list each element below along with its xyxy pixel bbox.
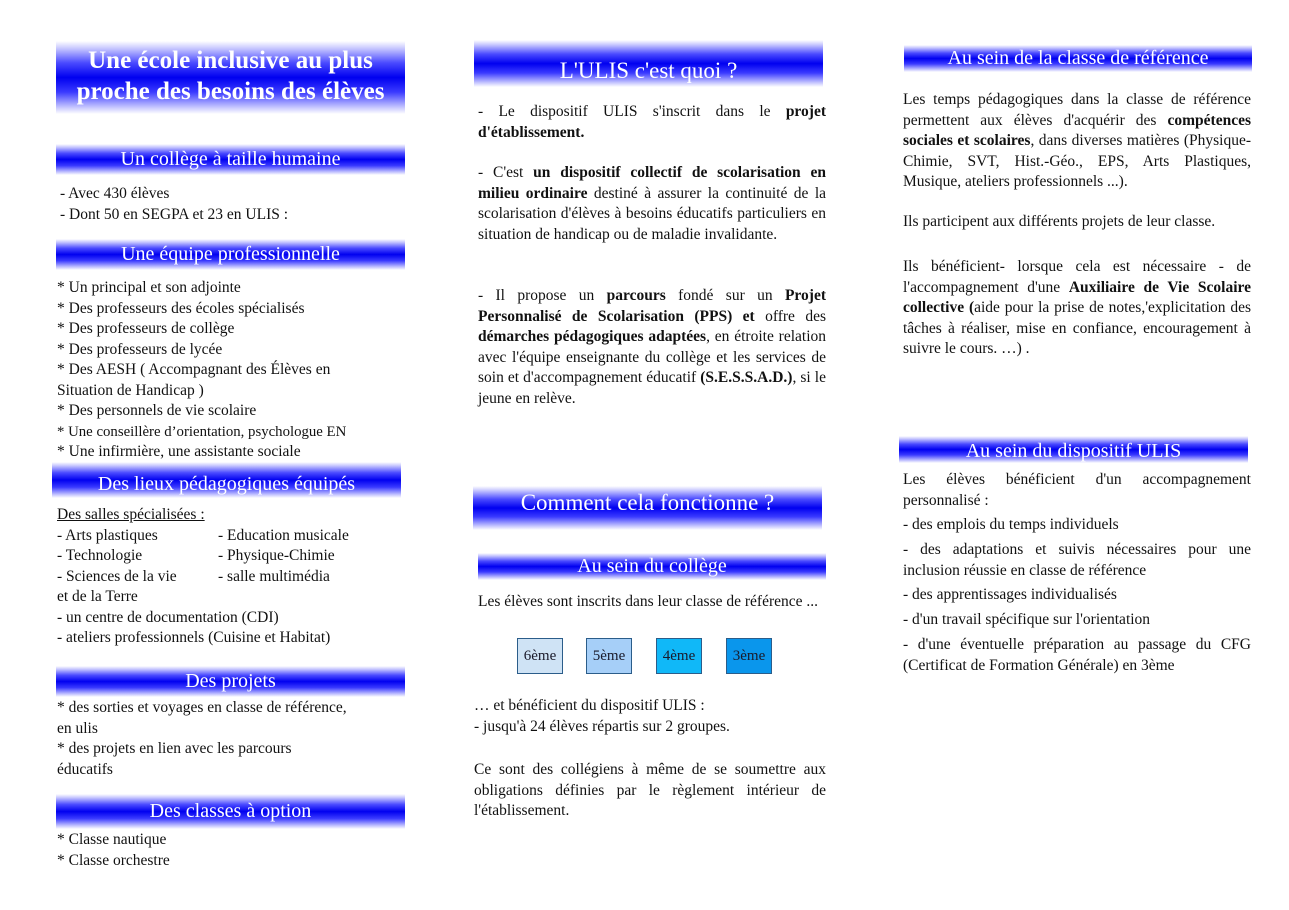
text-bold: projet d'établissement. xyxy=(478,103,826,141)
inscrits-text: Les élèves sont inscrits dans leur classe de référence ... xyxy=(478,593,819,610)
list-item: - Arts plastiques xyxy=(57,526,158,544)
grade-5eme: 5ème xyxy=(586,638,632,674)
list-item: * Une infirmière, une assistante sociale xyxy=(57,443,301,460)
list-item: en ulis xyxy=(57,719,98,737)
text-fragment: fondé sur un xyxy=(665,287,785,304)
list-item: Situation de Handicap ) xyxy=(57,381,204,399)
college-list xyxy=(60,184,405,225)
heading-equipe: Une équipe professionnelle xyxy=(56,239,405,270)
text-fragment: , si le jeune en relève. xyxy=(478,369,826,407)
text-fragment: - C'est xyxy=(478,164,534,181)
text-fragment: Ils bénéficient- lorsque cela est nécessaire - de l'accompagnement d'une xyxy=(903,258,1251,296)
ulis-intro: Les élèves bénéficient d'un accompagnement personnalisé : xyxy=(903,471,1251,509)
jusqua-text: - jusqu'à 24 élèves répartis sur 2 groupes. xyxy=(474,717,730,735)
text-fragment: destiné à assurer la continuité de la scolarisation d'élèves à besoins éducatifs particuliers en situation de handicap ou de maladie invalidante. xyxy=(478,184,827,243)
text-bold: parcours xyxy=(606,287,666,304)
text-bold: Auxiliaire de Vie Scolaire collective ( xyxy=(903,278,1251,316)
grade-3eme: 3ème xyxy=(726,638,772,674)
heading-college: Un collège à taille humaine xyxy=(56,144,405,175)
collegiens-text: Ce sont des collégiens à même de se soumettre aux obligations définies par le règlement intérieur de l'établissement. xyxy=(474,761,826,819)
beneficient-text: … et bénéficient du dispositif ULIS : xyxy=(474,697,705,714)
list-item: * Des professeurs de lycée xyxy=(57,340,223,358)
text-fragment: , dans diverses matières (Physique-Chimie, SVT, Hist.-Géo., EPS, Arts Plastiques, Musique, ateliers professionnels ...). xyxy=(903,132,1252,190)
list-item: * Une conseillère d’orientation, psychologue EN xyxy=(57,423,347,440)
heading-fonctionne: Comment cela fonctionne ? xyxy=(473,486,822,530)
ulis-item: - d'une éventuelle préparation au passage du CFG (Certificat de Formation Générale) en 3ème xyxy=(903,636,1251,674)
list-item: * Classe nautique xyxy=(57,831,167,848)
participent-text: Ils participent aux différents projets de leur classe. xyxy=(903,213,1216,230)
list-item: * Un principal et son adjointe xyxy=(57,279,241,296)
text-fragment: , en étroite relation avec l'équipe enseignante du collège et les services de soin et d'accompagnement éducatif xyxy=(478,328,826,386)
heading-lieux: Des lieux pédagogiques équipés xyxy=(52,462,401,498)
heading-dispositif-ulis: Au sein du dispositif ULIS xyxy=(899,436,1248,463)
paragraph-projet xyxy=(478,102,826,143)
heading-college-sein: Au sein du collège xyxy=(478,553,826,580)
heading-projets: Des projets xyxy=(56,666,405,697)
ulis-item: - des apprentissages individualisés xyxy=(903,586,1117,603)
paragraph-dispositif xyxy=(478,163,826,245)
list-item: - Sciences de la vie xyxy=(57,567,177,585)
lieux-content xyxy=(57,505,407,649)
ulis-item: - d'un travail spécifique sur l'orientation xyxy=(903,611,1151,628)
text-bold: Projet Personnalisé de Scolarisation (PPS) et xyxy=(478,287,826,325)
text-fragment: - Il propose un xyxy=(478,287,607,304)
text-bold: (S.E.S.S.A.D.) xyxy=(700,369,793,386)
text-fragment: - Le dispositif ULIS s'inscrit dans le xyxy=(478,103,786,120)
temps-paragraph xyxy=(903,90,1251,193)
list-item: - un centre de documentation (CDI) xyxy=(57,608,279,626)
list-item: - ateliers professionnels (Cuisine et Habitat) xyxy=(57,629,331,646)
options-list xyxy=(57,830,407,871)
list-item: * Des personnels de vie scolaire xyxy=(57,402,257,419)
lieux-subheading: Des salles spécialisées : xyxy=(57,506,205,523)
main-title-line-1: Une école inclusive au plus xyxy=(88,47,373,74)
beneficient-block xyxy=(474,696,826,737)
avs-paragraph xyxy=(903,257,1251,360)
text-fragment: offre des xyxy=(754,307,826,325)
list-item: - Dont 50 en SEGPA et 23 en ULIS : xyxy=(60,205,289,223)
heading-ulis-quoi: L'ULIS c'est quoi ? xyxy=(474,40,823,87)
text-fragment: Les temps pédagogiques dans la classe de référence permettent aux élèves d'acquérir des xyxy=(903,91,1251,129)
ulis-item: - des adaptations et suivis nécessaires pour une inclusion réussie en classe de référence xyxy=(903,541,1251,579)
list-item: * des sorties et voyages en classe de référence, xyxy=(57,699,347,716)
list-item: * Des professeurs des écoles spécialisés xyxy=(57,299,305,317)
grade-6eme: 6ème xyxy=(517,638,563,674)
main-title-line-2: proche des besoins des élèves xyxy=(76,78,385,105)
list-item: - Technologie xyxy=(57,547,143,564)
list-item: - Education musicale xyxy=(218,526,349,544)
text-fragment: aide pour la prise de notes,'explicitation des tâches à réaliser, mise en confiance, encouragement à suivre le cours. …) . xyxy=(903,299,1251,357)
list-item: - Physique-Chimie xyxy=(218,547,335,564)
projets-list xyxy=(57,698,407,780)
paragraph-parcours xyxy=(478,286,826,409)
text-bold: compétences sociales et scolaires xyxy=(903,111,1251,149)
list-item: * Des AESH ( Accompagnant des Élèves en xyxy=(57,361,331,378)
list-item: * Classe orchestre xyxy=(57,851,170,869)
text-bold: démarches pédagogiques adaptées xyxy=(478,328,707,345)
list-item: éducatifs xyxy=(57,760,113,778)
heading-options: Des classes à option xyxy=(56,794,405,829)
list-item: et de la Terre xyxy=(57,588,138,605)
ulis-item: - des emplois du temps individuels xyxy=(903,516,1119,533)
main-title-banner xyxy=(56,41,405,114)
list-item: - salle multimédia xyxy=(218,567,330,585)
equipe-list xyxy=(57,278,407,463)
grade-4eme: 4ème xyxy=(656,638,702,674)
list-item: * des projets en lien avec les parcours xyxy=(57,740,292,757)
text-bold: un dispositif collectif de scolarisation en milieu ordinaire xyxy=(478,164,826,202)
list-item: - Avec 430 élèves xyxy=(60,185,170,202)
heading-classe-reference: Au sein de la classe de référence xyxy=(904,45,1252,72)
list-item: * Des professeurs de collège xyxy=(57,320,235,337)
